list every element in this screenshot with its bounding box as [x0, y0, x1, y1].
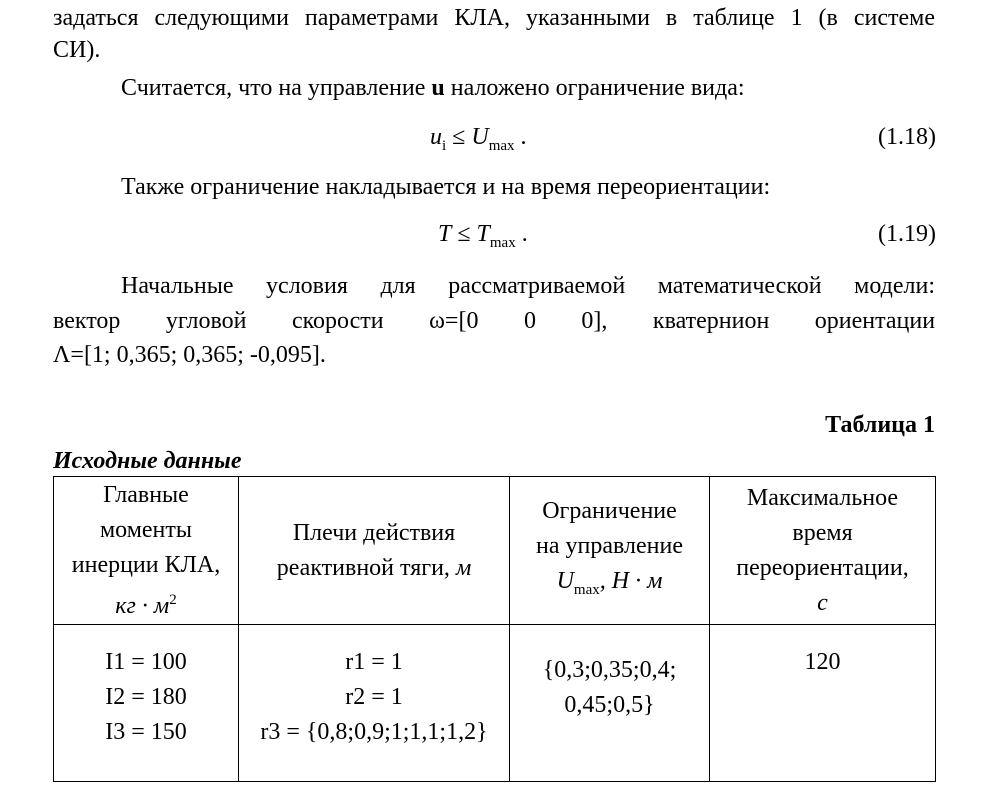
table-caption: Исходные данные: [53, 448, 242, 474]
cell-line: 0,45;0,5}: [564, 692, 655, 718]
equation-1-18: [430, 122, 527, 161]
paragraph-3: Также ограничение накладывается и на время переориентации:: [121, 174, 771, 200]
word: вектор: [53, 308, 121, 334]
paragraph-2-after: наложено ограничение вида:: [444, 75, 745, 101]
paragraph-2-before: Считается, что на управление: [121, 75, 432, 101]
header-unit: $U_{max}$, Н · м: [556, 567, 663, 598]
equation-number-1-19: (1.19): [878, 221, 936, 247]
word: математической: [657, 273, 822, 299]
header-unit: с: [817, 589, 828, 616]
paragraph-1-line-1: задаться следующими параметрами КЛА, указанными в таблице 1 (в системе: [53, 5, 935, 31]
source-data-table: [53, 476, 936, 782]
word: 0],: [581, 308, 608, 334]
header-line: моменты: [99, 516, 193, 543]
eq2-op: ≤: [451, 221, 477, 247]
word: ω=[0: [429, 308, 479, 334]
eq1-rhs-sub: max: [488, 138, 515, 154]
header-line: инерции КЛА,: [71, 551, 221, 578]
table-row: [54, 625, 936, 782]
cell-line: I1 = 100: [105, 649, 187, 675]
table-label: Таблица 1: [825, 412, 935, 438]
header-inertia: [54, 477, 239, 625]
paragraph-4-line-1: [121, 271, 935, 301]
word: рассматриваемой: [448, 273, 626, 299]
table-header-row: [54, 477, 936, 625]
eq1-lhs: u: [430, 124, 442, 150]
header-max-time: [710, 477, 936, 625]
eq1-end: .: [514, 124, 527, 150]
cell-line: I2 = 180: [105, 684, 187, 710]
header-line: Ограничение: [542, 497, 677, 524]
word: 0: [523, 308, 536, 334]
header-line: Максимальное: [746, 484, 899, 511]
header-unit: кг · $м^2$: [115, 591, 177, 619]
header-thrust-arms: [239, 477, 510, 625]
header-line: реактивной тяги, м: [276, 554, 472, 581]
eq2-end: .: [515, 221, 528, 247]
header-line: Главные: [103, 481, 189, 508]
header-line: время: [792, 519, 853, 546]
cell-line: r2 = 1: [345, 684, 403, 710]
header-line: переориентации,: [736, 554, 909, 581]
eq2-rhs: T: [476, 221, 490, 247]
paragraph-4-line-3: Λ=[1; 0,365; 0,365; -0,095].: [53, 342, 326, 368]
equation-1-19: [438, 219, 528, 258]
paragraph-4-line-2: [53, 306, 935, 336]
word: модели:: [854, 273, 936, 299]
eq1-rhs: U: [471, 124, 489, 150]
header-line: на управление: [536, 532, 683, 559]
eq1-op: ≤: [446, 124, 472, 150]
word: условия: [266, 273, 348, 299]
cell-line: I3 = 150: [105, 719, 187, 745]
cell-inertia: [54, 625, 239, 782]
eq2-lhs: T: [438, 221, 452, 247]
cell-max-time: [710, 625, 936, 782]
cell-line: {0,3;0,35;0,4;: [542, 657, 677, 683]
cell-thrust-arms: [239, 625, 510, 782]
word: кватернион: [652, 308, 770, 334]
word: скорости: [291, 308, 384, 334]
eq2-rhs-sub: max: [489, 235, 516, 251]
word: угловой: [165, 308, 247, 334]
paragraph-2: [121, 73, 745, 103]
word: для: [380, 273, 416, 299]
header-control-limit: [510, 477, 710, 625]
cell-control-limit: [510, 625, 710, 782]
word: ориентации: [814, 308, 936, 334]
cell-line: r1 = 1: [345, 649, 403, 675]
equation-number-1-18: (1.18): [878, 124, 936, 150]
paragraph-1-line-2: СИ).: [53, 37, 101, 63]
eq1-lhs-sub: i: [442, 138, 447, 154]
control-variable: u: [431, 75, 445, 101]
header-line: Плечи действия: [292, 519, 456, 546]
word: Начальные: [121, 273, 234, 299]
cell-line: 120: [804, 649, 841, 675]
cell-line: r3 = {0,8;0,9;1;1,1;1,2}: [260, 719, 488, 745]
